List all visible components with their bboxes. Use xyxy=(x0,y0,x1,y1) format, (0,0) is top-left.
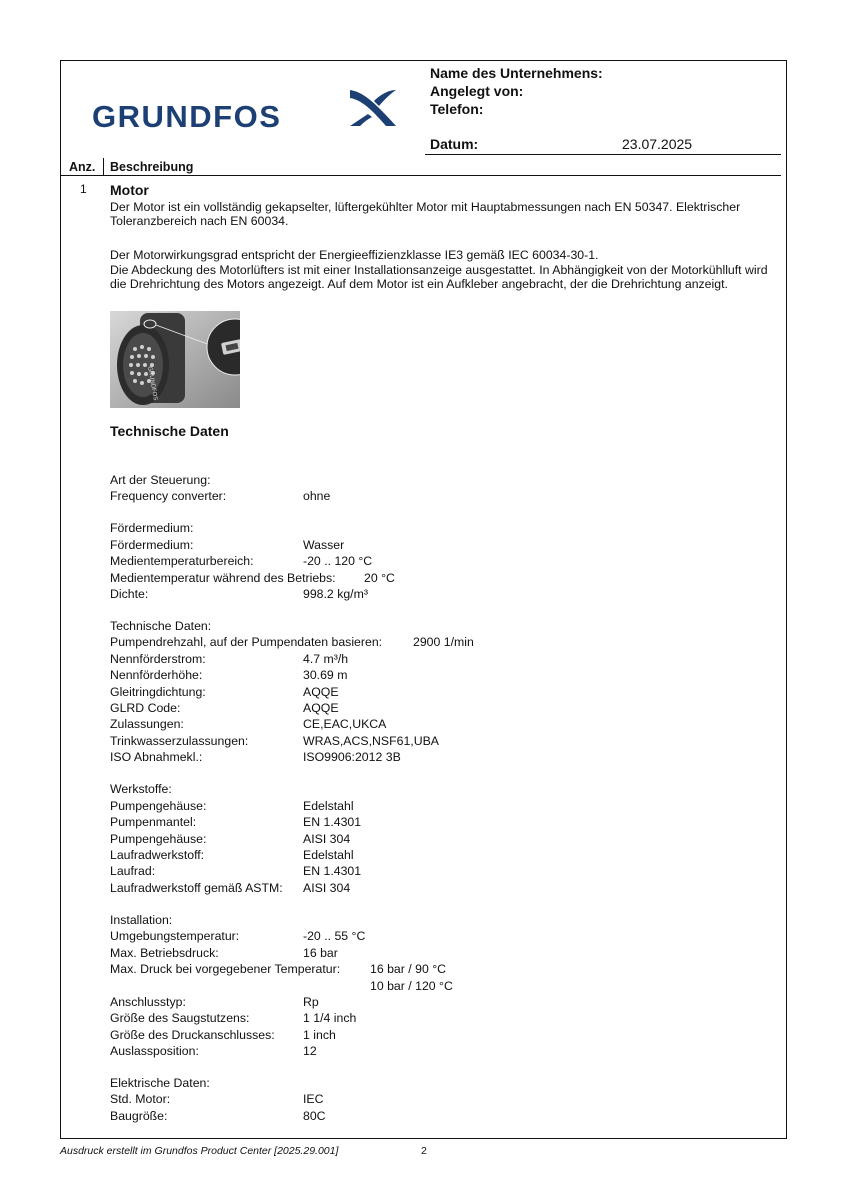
tech-row-value: 1 inch xyxy=(303,1028,336,1042)
tech-row-value: Rp xyxy=(303,995,319,1009)
tech-row-label: Max. Betriebsdruck: xyxy=(110,946,219,960)
created-by-label: Angelegt von: xyxy=(430,83,524,99)
tech-row-label: Dichte: xyxy=(110,587,149,601)
printout-note: Ausdruck erstellt im Grundfos Product Center [2025.29.001] xyxy=(60,1145,339,1157)
tech-row-label: GLRD Code: xyxy=(110,701,181,715)
tech-row-value: ISO9906:2012 3B xyxy=(303,750,401,764)
tech-row-label: Medientemperaturbereich: xyxy=(110,554,254,568)
tech-row-label: Umgebungstemperatur: xyxy=(110,929,240,943)
tech-row-value: 10 bar / 120 °C xyxy=(370,979,453,993)
efficiency-class-text: Der Motorwirkungsgrad entspricht der Energieeffizienzklasse IE3 gemäß IEC 60034-30-1. xyxy=(110,248,599,262)
tech-row-label: Pumpendrehzahl, auf der Pumpendaten basieren: xyxy=(110,635,383,649)
tech-row-value: AQQE xyxy=(303,685,339,699)
tech-row-value: AISI 304 xyxy=(303,881,351,895)
page-number: 2 xyxy=(421,1145,427,1157)
table-header-divider xyxy=(61,175,781,176)
tech-row-label: Auslassposition: xyxy=(110,1044,199,1058)
tech-row-value: EN 1.4301 xyxy=(303,815,362,829)
tech-row-value: Edelstahl xyxy=(303,799,354,813)
tech-row-label: Baugröße: xyxy=(110,1109,168,1123)
tech-row-value: 20 °C xyxy=(364,571,395,585)
item-title: Motor xyxy=(110,182,149,198)
tech-row-label: Installation: xyxy=(110,913,173,927)
tech-row-label: Nennförderhöhe: xyxy=(110,668,203,682)
tech-row-label: Zulassungen: xyxy=(110,717,184,731)
tech-row-value: AQQE xyxy=(303,701,339,715)
column-divider xyxy=(103,158,104,176)
tech-row-label: Max. Druck bei vorgegebener Temperatur: xyxy=(110,962,341,976)
date-value: 23.07.2025 xyxy=(622,136,693,152)
tech-row-label: Elektrische Daten: xyxy=(110,1076,210,1090)
motor-photo xyxy=(110,311,240,408)
item-quantity: 1 xyxy=(80,182,87,196)
tech-row-label: Fördermedium: xyxy=(110,538,194,552)
tech-row-label: Größe des Druckanschlusses: xyxy=(110,1028,275,1042)
tech-row-label: Technische Daten: xyxy=(110,619,212,633)
tech-row-label: Art der Steuerung: xyxy=(110,473,211,487)
tech-row-label: Laufrad: xyxy=(110,864,156,878)
grundfos-logo-text: GRUNDFOS xyxy=(92,99,282,134)
tech-row-value: 4.7 m³/h xyxy=(303,652,349,666)
tech-row-label: Nennförderstrom: xyxy=(110,652,206,666)
tech-row-label: Std. Motor: xyxy=(110,1092,171,1106)
tech-row-value: -20 .. 120 °C xyxy=(303,554,373,568)
tech-row-label: Laufradwerkstoff: xyxy=(110,848,205,862)
qty-column-header: Anz. xyxy=(69,160,96,174)
tech-row-value: -20 .. 55 °C xyxy=(303,929,366,943)
tech-row-value: IEC xyxy=(303,1092,324,1106)
tech-row-value: AISI 304 xyxy=(303,832,351,846)
tech-row-label: Trinkwasserzulassungen: xyxy=(110,734,249,748)
motor-description: Der Motor ist ein vollständig gekapselter, lüftergekühlter Motor mit Hauptabmessungen nach EN 50347. Elektrischer Toleranzbereich nach EN 60034. xyxy=(110,200,741,228)
tech-row-label: Frequency converter: xyxy=(110,489,227,503)
tech-row-value: CE,EAC,UKCA xyxy=(303,717,387,731)
tech-row-value: Wasser xyxy=(303,538,345,552)
tech-row-value: WRAS,ACS,NSF61,UBA xyxy=(303,734,439,748)
tech-row-label: Fördermedium: xyxy=(110,521,194,535)
tech-row-value: Edelstahl xyxy=(303,848,354,862)
rotation-indicator-text: Die Abdeckung des Motorlüfters ist mit einer Installationsanzeige ausgestattet. In Abhängigkeit von der Motorkühlluft wird die Drehrichtung des Motors angezeigt. Auf dem Motor ist ein Aufkleber angebracht, der die Drehrichtung anzeigt. xyxy=(110,263,768,291)
tech-row-value: 2900 1/min xyxy=(413,635,474,649)
tech-row-value: 12 xyxy=(303,1044,317,1058)
description-column-header: Beschreibung xyxy=(110,160,194,174)
tech-row-value: 16 bar / 90 °C xyxy=(370,962,447,976)
grundfos-logo-icon xyxy=(346,86,400,130)
header-divider xyxy=(425,154,781,155)
date-label: Datum: xyxy=(430,136,479,152)
motor-illustration xyxy=(110,311,240,408)
tech-row-value: 998.2 kg/m³ xyxy=(303,587,368,601)
tech-row-value: 1 1/4 inch xyxy=(303,1011,357,1025)
photo-brand-text: GRUNDFOS xyxy=(146,366,158,401)
tech-row-label: ISO Abnahmekl.: xyxy=(110,750,203,764)
tech-row-value: ohne xyxy=(303,489,331,503)
tech-row-label: Größe des Saugstutzens: xyxy=(110,1011,250,1025)
tech-row-label: Medientemperatur während des Betriebs: xyxy=(110,571,336,585)
technical-data-title: Technische Daten xyxy=(110,423,229,439)
tech-row-label: Anschlusstyp: xyxy=(110,995,186,1009)
tech-row-value: EN 1.4301 xyxy=(303,864,362,878)
tech-row-value: 16 bar xyxy=(303,946,338,960)
tech-row-label: Pumpengehäuse: xyxy=(110,799,207,813)
tech-row-label: Laufradwerkstoff gemäß ASTM: xyxy=(110,881,283,895)
company-name-label: Name des Unternehmens: xyxy=(430,65,603,81)
tech-row-value: 30.69 m xyxy=(303,668,348,682)
tech-row-label: Pumpenmantel: xyxy=(110,815,197,829)
tech-row-label: Werkstoffe: xyxy=(110,782,172,796)
tech-row-label: Gleitringdichtung: xyxy=(110,685,206,699)
phone-label: Telefon: xyxy=(430,101,484,117)
tech-row-value: 80C xyxy=(303,1109,326,1123)
tech-row-label: Pumpengehäuse: xyxy=(110,832,207,846)
